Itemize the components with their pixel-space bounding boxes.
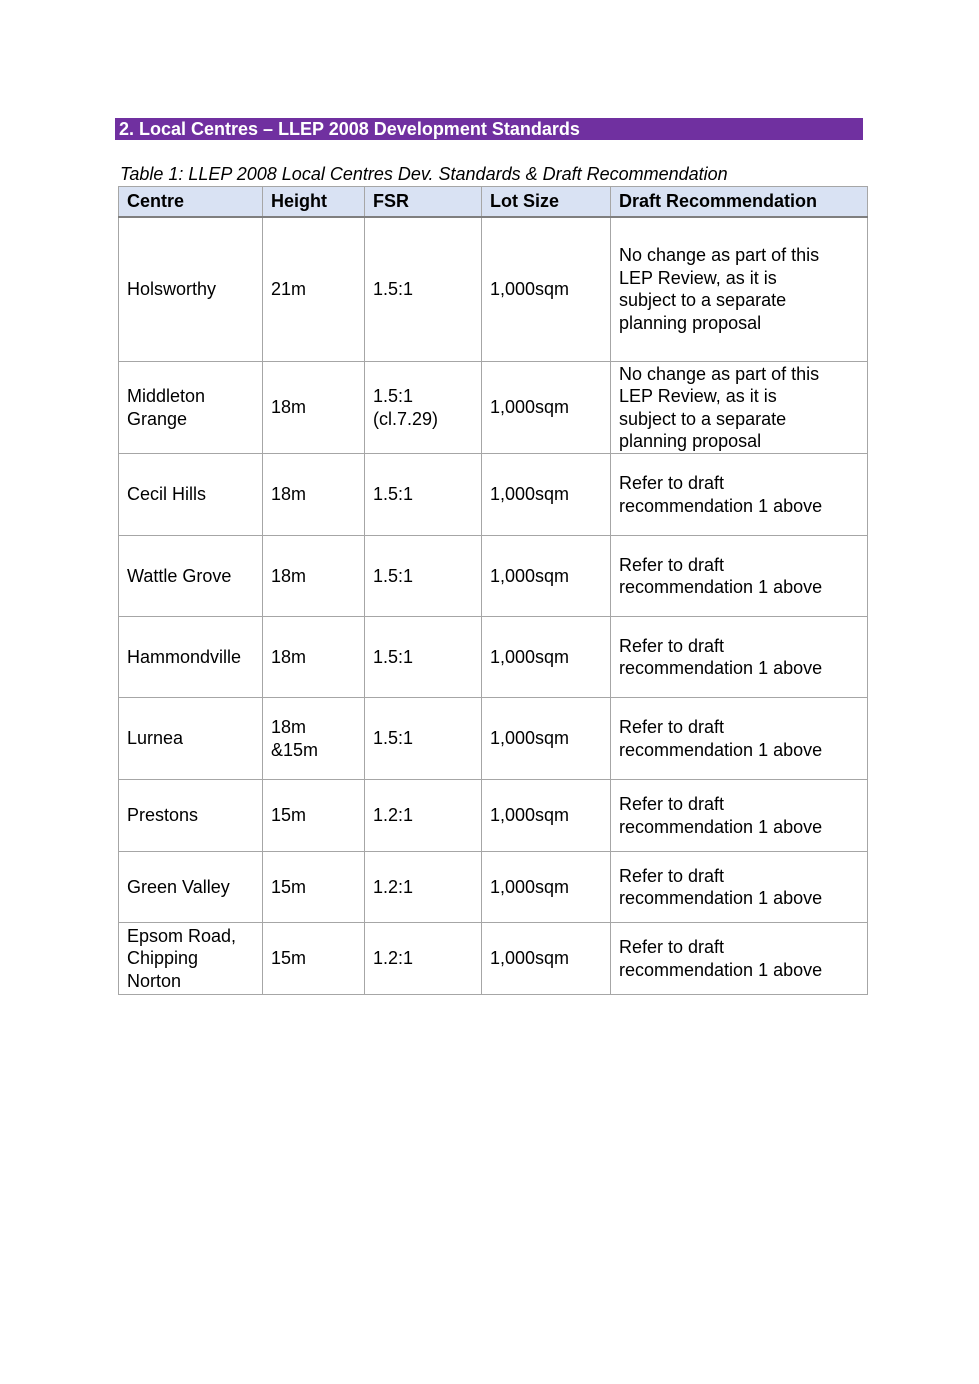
cell-lot-size: 1,000sqm <box>482 780 611 852</box>
cell-height: 15m <box>263 852 365 923</box>
cell-draft-recommendation: Refer to draft recommendation 1 above <box>611 923 868 995</box>
cell-lot-size: 1,000sqm <box>482 617 611 698</box>
cell-centre: Lurnea <box>119 698 263 780</box>
cell-height: 18m &15m <box>263 698 365 780</box>
cell-centre: Prestons <box>119 780 263 852</box>
cell-fsr: 1.2:1 <box>365 780 482 852</box>
cell-height: 15m <box>263 780 365 852</box>
cell-centre: Holsworthy <box>119 217 263 362</box>
cell-centre: Wattle Grove <box>119 536 263 617</box>
cell-fsr: 1.5:1 (cl.7.29) <box>365 362 482 454</box>
table-row <box>119 617 868 698</box>
cell-draft-recommendation: No change as part of this LEP Review, as it is subject to a separate planning proposal <box>611 362 868 454</box>
cell-draft-recommendation: Refer to draft recommendation 1 above <box>611 852 868 923</box>
cell-fsr: 1.5:1 <box>365 698 482 780</box>
cell-draft-recommendation: Refer to draft recommendation 1 above <box>611 454 868 536</box>
development-standards-table <box>118 186 868 995</box>
table-row <box>119 780 868 852</box>
column-header-draft-recommendation: Draft Recommendation <box>611 187 868 217</box>
table-row <box>119 217 868 362</box>
section-heading: 2. Local Centres – LLEP 2008 Development Standards <box>115 118 863 140</box>
cell-lot-size: 1,000sqm <box>482 698 611 780</box>
cell-height: 18m <box>263 617 365 698</box>
cell-height: 18m <box>263 362 365 454</box>
table-row <box>119 454 868 536</box>
table-row <box>119 698 868 780</box>
table-row <box>119 536 868 617</box>
table-caption: Table 1: LLEP 2008 Local Centres Dev. Standards & Draft Recommendation <box>120 164 728 184</box>
cell-centre: Green Valley <box>119 852 263 923</box>
cell-height: 21m <box>263 217 365 362</box>
cell-centre: Epsom Road, Chipping Norton <box>119 923 263 995</box>
cell-centre: Middleton Grange <box>119 362 263 454</box>
cell-draft-recommendation: Refer to draft recommendation 1 above <box>611 536 868 617</box>
cell-lot-size: 1,000sqm <box>482 536 611 617</box>
cell-centre: Cecil Hills <box>119 454 263 536</box>
table-row <box>119 362 868 454</box>
column-header-height: Height <box>263 187 365 217</box>
cell-draft-recommendation: Refer to draft recommendation 1 above <box>611 780 868 852</box>
cell-lot-size: 1,000sqm <box>482 454 611 536</box>
cell-height: 18m <box>263 454 365 536</box>
cell-lot-size: 1,000sqm <box>482 217 611 362</box>
cell-fsr: 1.5:1 <box>365 536 482 617</box>
cell-fsr: 1.2:1 <box>365 923 482 995</box>
cell-height: 18m <box>263 536 365 617</box>
cell-draft-recommendation: Refer to draft recommendation 1 above <box>611 617 868 698</box>
column-header-lot-size: Lot Size <box>482 187 611 217</box>
cell-lot-size: 1,000sqm <box>482 362 611 454</box>
table-row <box>119 923 868 995</box>
cell-draft-recommendation: Refer to draft recommendation 1 above <box>611 698 868 780</box>
table-header-row <box>119 187 868 217</box>
cell-fsr: 1.5:1 <box>365 217 482 362</box>
cell-fsr: 1.5:1 <box>365 617 482 698</box>
cell-fsr: 1.5:1 <box>365 454 482 536</box>
cell-lot-size: 1,000sqm <box>482 852 611 923</box>
cell-draft-recommendation: No change as part of this LEP Review, as it is subject to a separate planning proposal <box>611 217 868 362</box>
cell-fsr: 1.2:1 <box>365 852 482 923</box>
cell-height: 15m <box>263 923 365 995</box>
table-row <box>119 852 868 923</box>
column-header-fsr: FSR <box>365 187 482 217</box>
cell-lot-size: 1,000sqm <box>482 923 611 995</box>
cell-centre: Hammondville <box>119 617 263 698</box>
column-header-centre: Centre <box>119 187 263 217</box>
